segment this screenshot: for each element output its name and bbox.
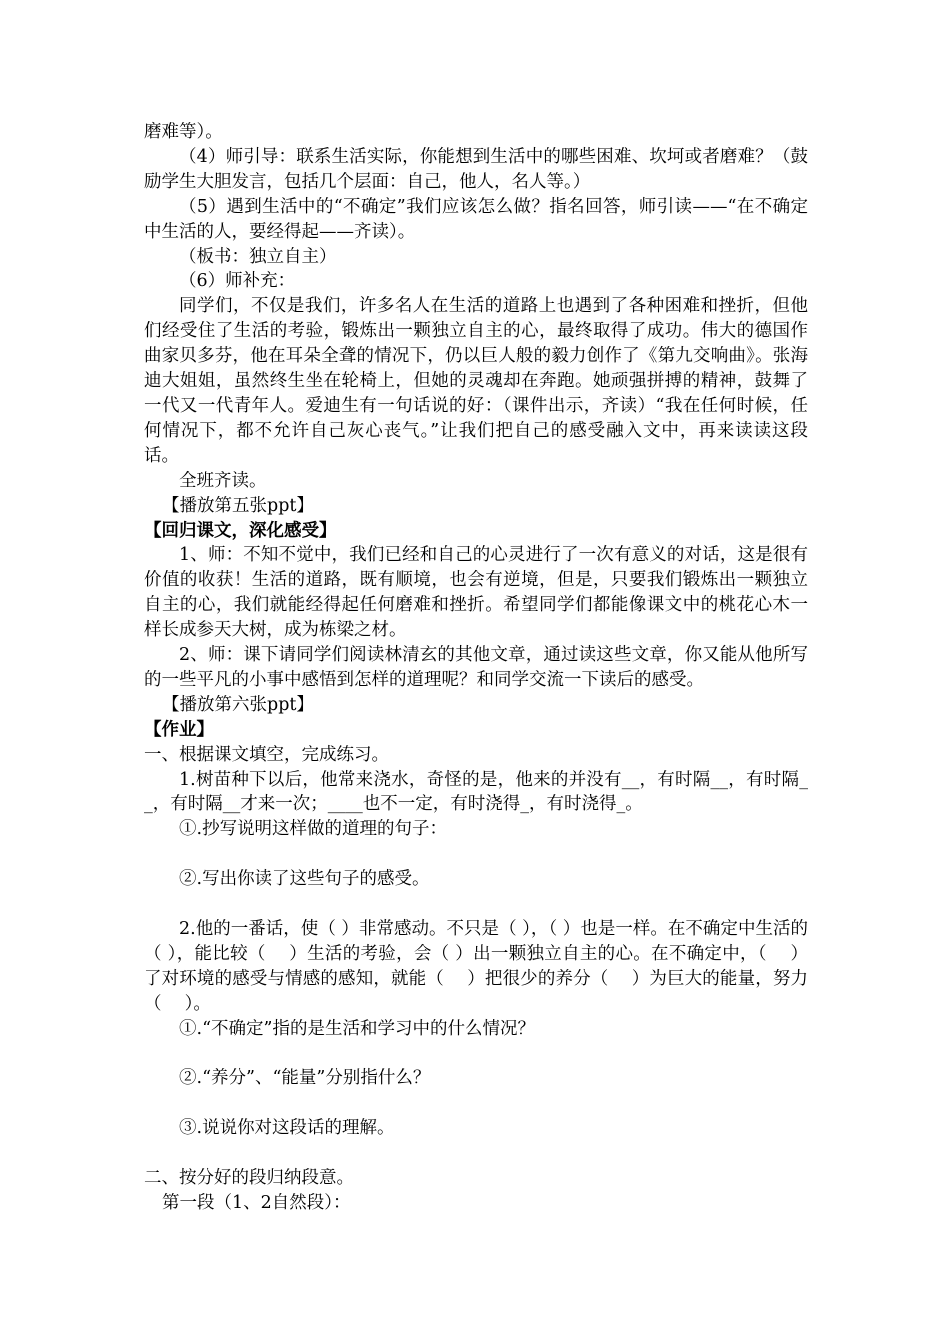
homework-question-1-b: ②.写出你读了这些句子的感受。 xyxy=(179,869,430,890)
homework-question-1-a: ①.抄写说明这样做的道理的句子： xyxy=(179,819,448,840)
homework-question-2-a: ①.“不确定”指的是生活和学习中的什么情况？ xyxy=(179,1018,535,1039)
paragraph-teacher-2: 2、师：课下请同学们阅读林清玄的其他文章，通过读这些文章，你又能从他所写的一些平凡的小事中感悟到怎样的道理呢？和同学交流一下读后的感受。 xyxy=(144,645,808,690)
section-heading-homework: 【作业】 xyxy=(144,719,214,740)
homework-question-1: 1.树苗种下以后，他常来浇水，奇怪的是，他来的并没有__，有时隔__，有时隔__，有时隔__才来一次；____也不一定，有时浇得_，有时浇得_。 xyxy=(144,769,808,815)
document-page xyxy=(144,120,808,1216)
paragraph-step-4: （4）师引导：联系生活实际，你能想到生活中的哪些困难、坎坷或者磨难？（鼓励学生大胆发言，包括几个层面：自己，他人，名人等。） xyxy=(144,146,808,192)
paragraph-class-reading: 全班齐读。 xyxy=(179,470,267,491)
paragraph-teacher-supplement: 同学们，不仅是我们，许多名人在生活的道路上也遇到了各种困难和挫折，但他们经受住了生活的考验，锻炼出一颗独立自主的心，最终取得了成功。伟大的德国作曲家贝多芬，他在耳朵全聋的情况下，仍以巨人般的毅力创作了《第九交响曲》。张海迪大姐姐，虽然终生坐在轮椅上，但她的灵魂却在奔跑。她顽强拼搏的精神，鼓舞了一代又一代青年人。爱迪生有一句话说的好：（课件出示，齐读）“我在任何时候，任何情况下，都不允许自己灰心丧气。”让我们把自己的感受融入文中，再来读读这段话。 xyxy=(144,296,808,466)
blank-answer-space xyxy=(144,1042,808,1067)
homework-question-2-c: ③.说说你对这段话的理解。 xyxy=(179,1118,395,1139)
homework-question-2-b: ②.“养分”、“能量”分别指什么？ xyxy=(179,1068,431,1089)
blank-answer-space xyxy=(144,1141,808,1166)
paragraph-step-5: （5）遇到生活中的“不确定”我们应该怎么做？指名回答，师引读——“在不确定中生活的人，要经得起——齐读）。 xyxy=(144,196,808,242)
paragraph-hardship-end: 磨难等）。 xyxy=(144,122,223,142)
homework-question-2: 2.他的一番话，使（ ）非常感动。不只是（ ），（ ）也是一样。在不确定中生活的（ ），能比较（ ）生活的考验，会（ ）出一颗独立自主的心。在不确定中，（ ）了对环境的感受与情感的感知，就能（ ）把很少的养分（ ）为巨大的能量，努力（ ）。 xyxy=(144,918,808,1014)
paragraph-teacher-1: 1、师：不知不觉中，我们已经和自己的心灵进行了一次有意义的对话，这是很有价值的收获！生活的道路，既有顺境，也会有逆境，但是，只要我们锻炼出一颗独立自主的心，我们就能经得起任何磨难和挫折。希望同学们都能像课文中的桃花心木一样长成参天大树，成为栋梁之材。 xyxy=(144,545,808,641)
blank-answer-space xyxy=(144,1091,808,1116)
blank-answer-space xyxy=(144,842,808,867)
homework-part-2-section-1: 第一段（1、2自然段）： xyxy=(162,1192,351,1213)
paragraph-board-note: （板书：独立自主） xyxy=(179,246,337,267)
section-heading-return-text: 【回归课文，深化感受】 xyxy=(144,520,337,541)
homework-part-1: 一、根据课文填空，完成练习。 xyxy=(144,744,389,765)
paragraph-step-6: （6）师补充： xyxy=(179,271,296,292)
blank-answer-space xyxy=(144,892,808,917)
paragraph-ppt-6: 【播放第六张ppt】 xyxy=(162,694,314,715)
paragraph-ppt-5: 【播放第五张ppt】 xyxy=(162,495,314,516)
homework-part-2: 二、按分好的段归纳段意。 xyxy=(144,1167,354,1188)
